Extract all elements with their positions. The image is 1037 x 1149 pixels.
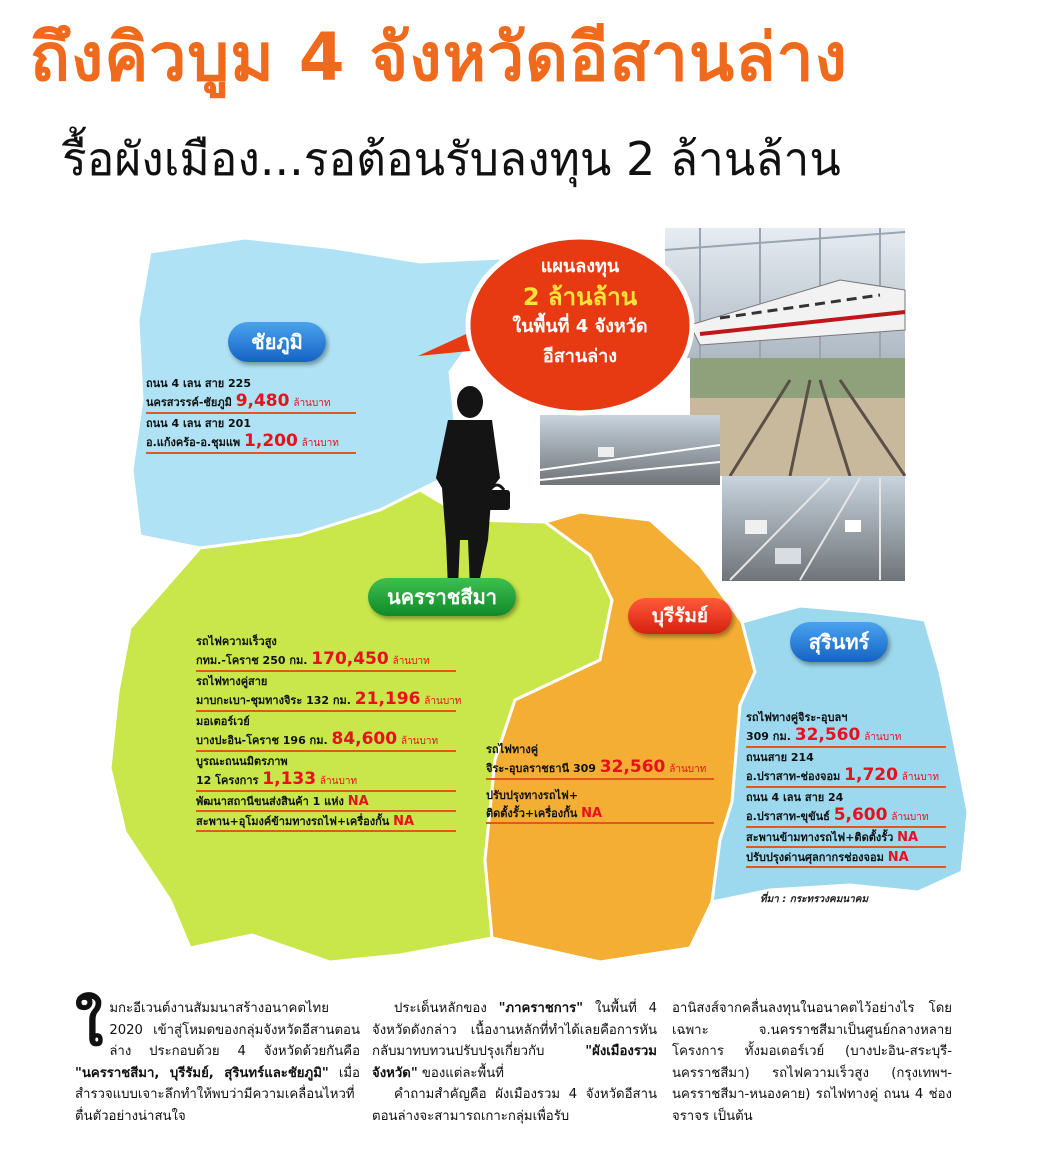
subheadline: รื้อผังเมือง...รอต้อนรับลงทุน 2 ล้านล้าน: [62, 132, 841, 186]
buriram-label: บุรีรัมย์: [628, 598, 732, 634]
bubble-line-3: ในพื้นที่ 4 จังหวัด: [512, 316, 648, 337]
article-column-1: ใมกะอีเวนต์งานสัมมนาสร้างอนาคตไทย 2020 เข้าสู่โหมดของกลุ่มจังหวัดอีสานตอนล่าง ประกอบด้วย 4 จังหวัดด้วยกันคือ "นครราชสีมา, บุรีรัมย์, สุรินทร์และชัยภูมิ" เมื่อสำรวจแบบเจาะลึกทำให้พบว่ามีความเคลื่อนไหวที่ตื่นตัวอย่างน่าสนใจ: [75, 991, 360, 1124]
surin-info: [746, 708, 946, 868]
surin-item-2-line1: ถนนสาย 214: [746, 751, 814, 764]
buriram-item-1: จิระ-อุบลราชธานี 309 32,560 ล้านบาท: [486, 758, 714, 780]
bubble-line-4: อีสานล่าง: [542, 346, 618, 367]
buriram-na-1-line1: ปรับปรุงทางรถไฟ+: [486, 789, 579, 802]
korat-info: [196, 632, 462, 832]
chaiyaphum-info: [146, 374, 356, 454]
surin-na-2: ปรับปรุงด่านศุลกากรช่องจอม NA: [746, 848, 946, 868]
surin-label: สุรินทร์: [790, 622, 888, 662]
surin-item-1: 309 กม. 32,560 ล้านบาท: [746, 726, 946, 748]
rail-track-photo: [690, 358, 905, 476]
korat-item-1-line1: รถไฟความเร็วสูง: [196, 635, 277, 648]
korat-na-1: พัฒนาสถานีขนส่งสินค้า 1 แห่ง NA: [196, 792, 456, 812]
korat-item-2: มาบกะเบา-ชุมทางจิระ 132 กม. 21,196 ล้านบาท: [196, 690, 456, 712]
korat-item-3: บางปะอิน-โคราช 196 กม. 84,600 ล้านบาท: [196, 730, 456, 752]
bubble-text: [470, 252, 690, 372]
buriram-info: [486, 740, 714, 824]
chaiyaphum-item-1-line1: ถนน 4 เลน สาย 225: [146, 377, 251, 390]
chaiyaphum-item-1: นครสวรรค์-ชัยภูมิ 9,480 ล้านบาท: [146, 392, 356, 414]
article-col3-paragraph: อานิสงส์จากคลื่นลงทุนในอนาคตไว้อย่างไร โดยเฉพาะ จ.นครราชสีมาเป็นศูนย์กลางหลายโครงการ ทั้งมอเตอร์เวย์ (บางปะอิน-สระบุรี-นครราชสีมา) รถไฟความเร็วสูง (กรุงเทพฯ-นครราชสีมา-หนองคาย) รถไฟทางคู่ ถนน 4 ช่องจราจร เป็นต้น: [672, 1001, 952, 1124]
korat-item-2-line1: รถไฟทางคู่สาย: [196, 675, 268, 688]
buriram-item-1-line1: รถไฟทางคู่: [486, 743, 539, 756]
korat-item-4-line1: บูรณะถนนมิตรภาพ: [196, 755, 288, 768]
surin-na-1: สะพานข้ามทางรถไฟ+ติดตั้งรั้ว NA: [746, 828, 946, 848]
korat-item-1: กทม.-โคราช 250 กม. 170,450 ล้านบาท: [196, 650, 456, 672]
surin-item-3: อ.ปราสาท-ขุขันธ์ 5,600 ล้านบาท: [746, 806, 946, 828]
highway-photo-2: [722, 476, 905, 581]
surin-item-1-line1: รถไฟทางคู่จิระ-อุบลฯ: [746, 711, 848, 724]
surin-item-3-line1: ถนน 4 เลน สาย 24: [746, 791, 844, 804]
korat-na-2: สะพาน+อุโมงค์ข้ามทางรถไฟ+เครื่องกั้น NA: [196, 812, 456, 832]
chaiyaphum-item-2-line1: ถนน 4 เลน สาย 201: [146, 417, 251, 430]
dropcap: ใ: [75, 991, 104, 1059]
bubble-line-2: 2 ล้านล้าน: [522, 283, 638, 311]
source-credit: ที่มา : กระทรวงคมนาคม: [760, 894, 869, 905]
article-col2-paragraph-2: คำถามสำคัญคือ ผังเมืองรวม 4 จังหวัดอีสานตอนล่างจะสามารถเกาะกลุ่มเพื่อรับ: [372, 1087, 657, 1124]
headline: ถึงคิวบูม 4 จังหวัดอีสานล่าง: [30, 19, 848, 96]
korat-item-4: 12 โครงการ 1,133 ล้านบาท: [196, 770, 456, 792]
surin-item-2: อ.ปราสาท-ช่องจอม 1,720 ล้านบาท: [746, 766, 946, 788]
article-column-3: [672, 998, 952, 1127]
chaiyaphum-item-2: อ.แก้งคร้อ-อ.ชุมแพ 1,200 ล้านบาท: [146, 432, 356, 454]
korat-item-3-line1: มอเตอร์เวย์: [196, 715, 250, 728]
highway-photo-1: [540, 415, 720, 485]
article-column-2: ประเด็นหลักของ "ภาคราชการ" ในพื้นที่ 4 จังหวัดดังกล่าว เนื้องานหลักที่ทำได้เลยคือการหันกลับมาทบทวนปรับปรุงเกี่ยวกับ "ผังเมืองรวมจังหวัด" ของแต่ละพื้นที่ คำถามสำคัญคือ ผังเมืองรวม 4 จังหวัดอีสานตอนล่างจะสามารถเกาะกลุ่มเพื่อรับ: [372, 998, 657, 1127]
korat-label: นครราชสีมา: [368, 578, 516, 616]
bubble-line-1: แผนลงทุน: [540, 256, 620, 277]
train-photo: [665, 228, 905, 358]
buriram-na-1: ติดตั้งรั้ว+เครื่องกั้น NA: [486, 804, 714, 824]
chaiyaphum-label: ชัยภูมิ: [228, 322, 326, 362]
